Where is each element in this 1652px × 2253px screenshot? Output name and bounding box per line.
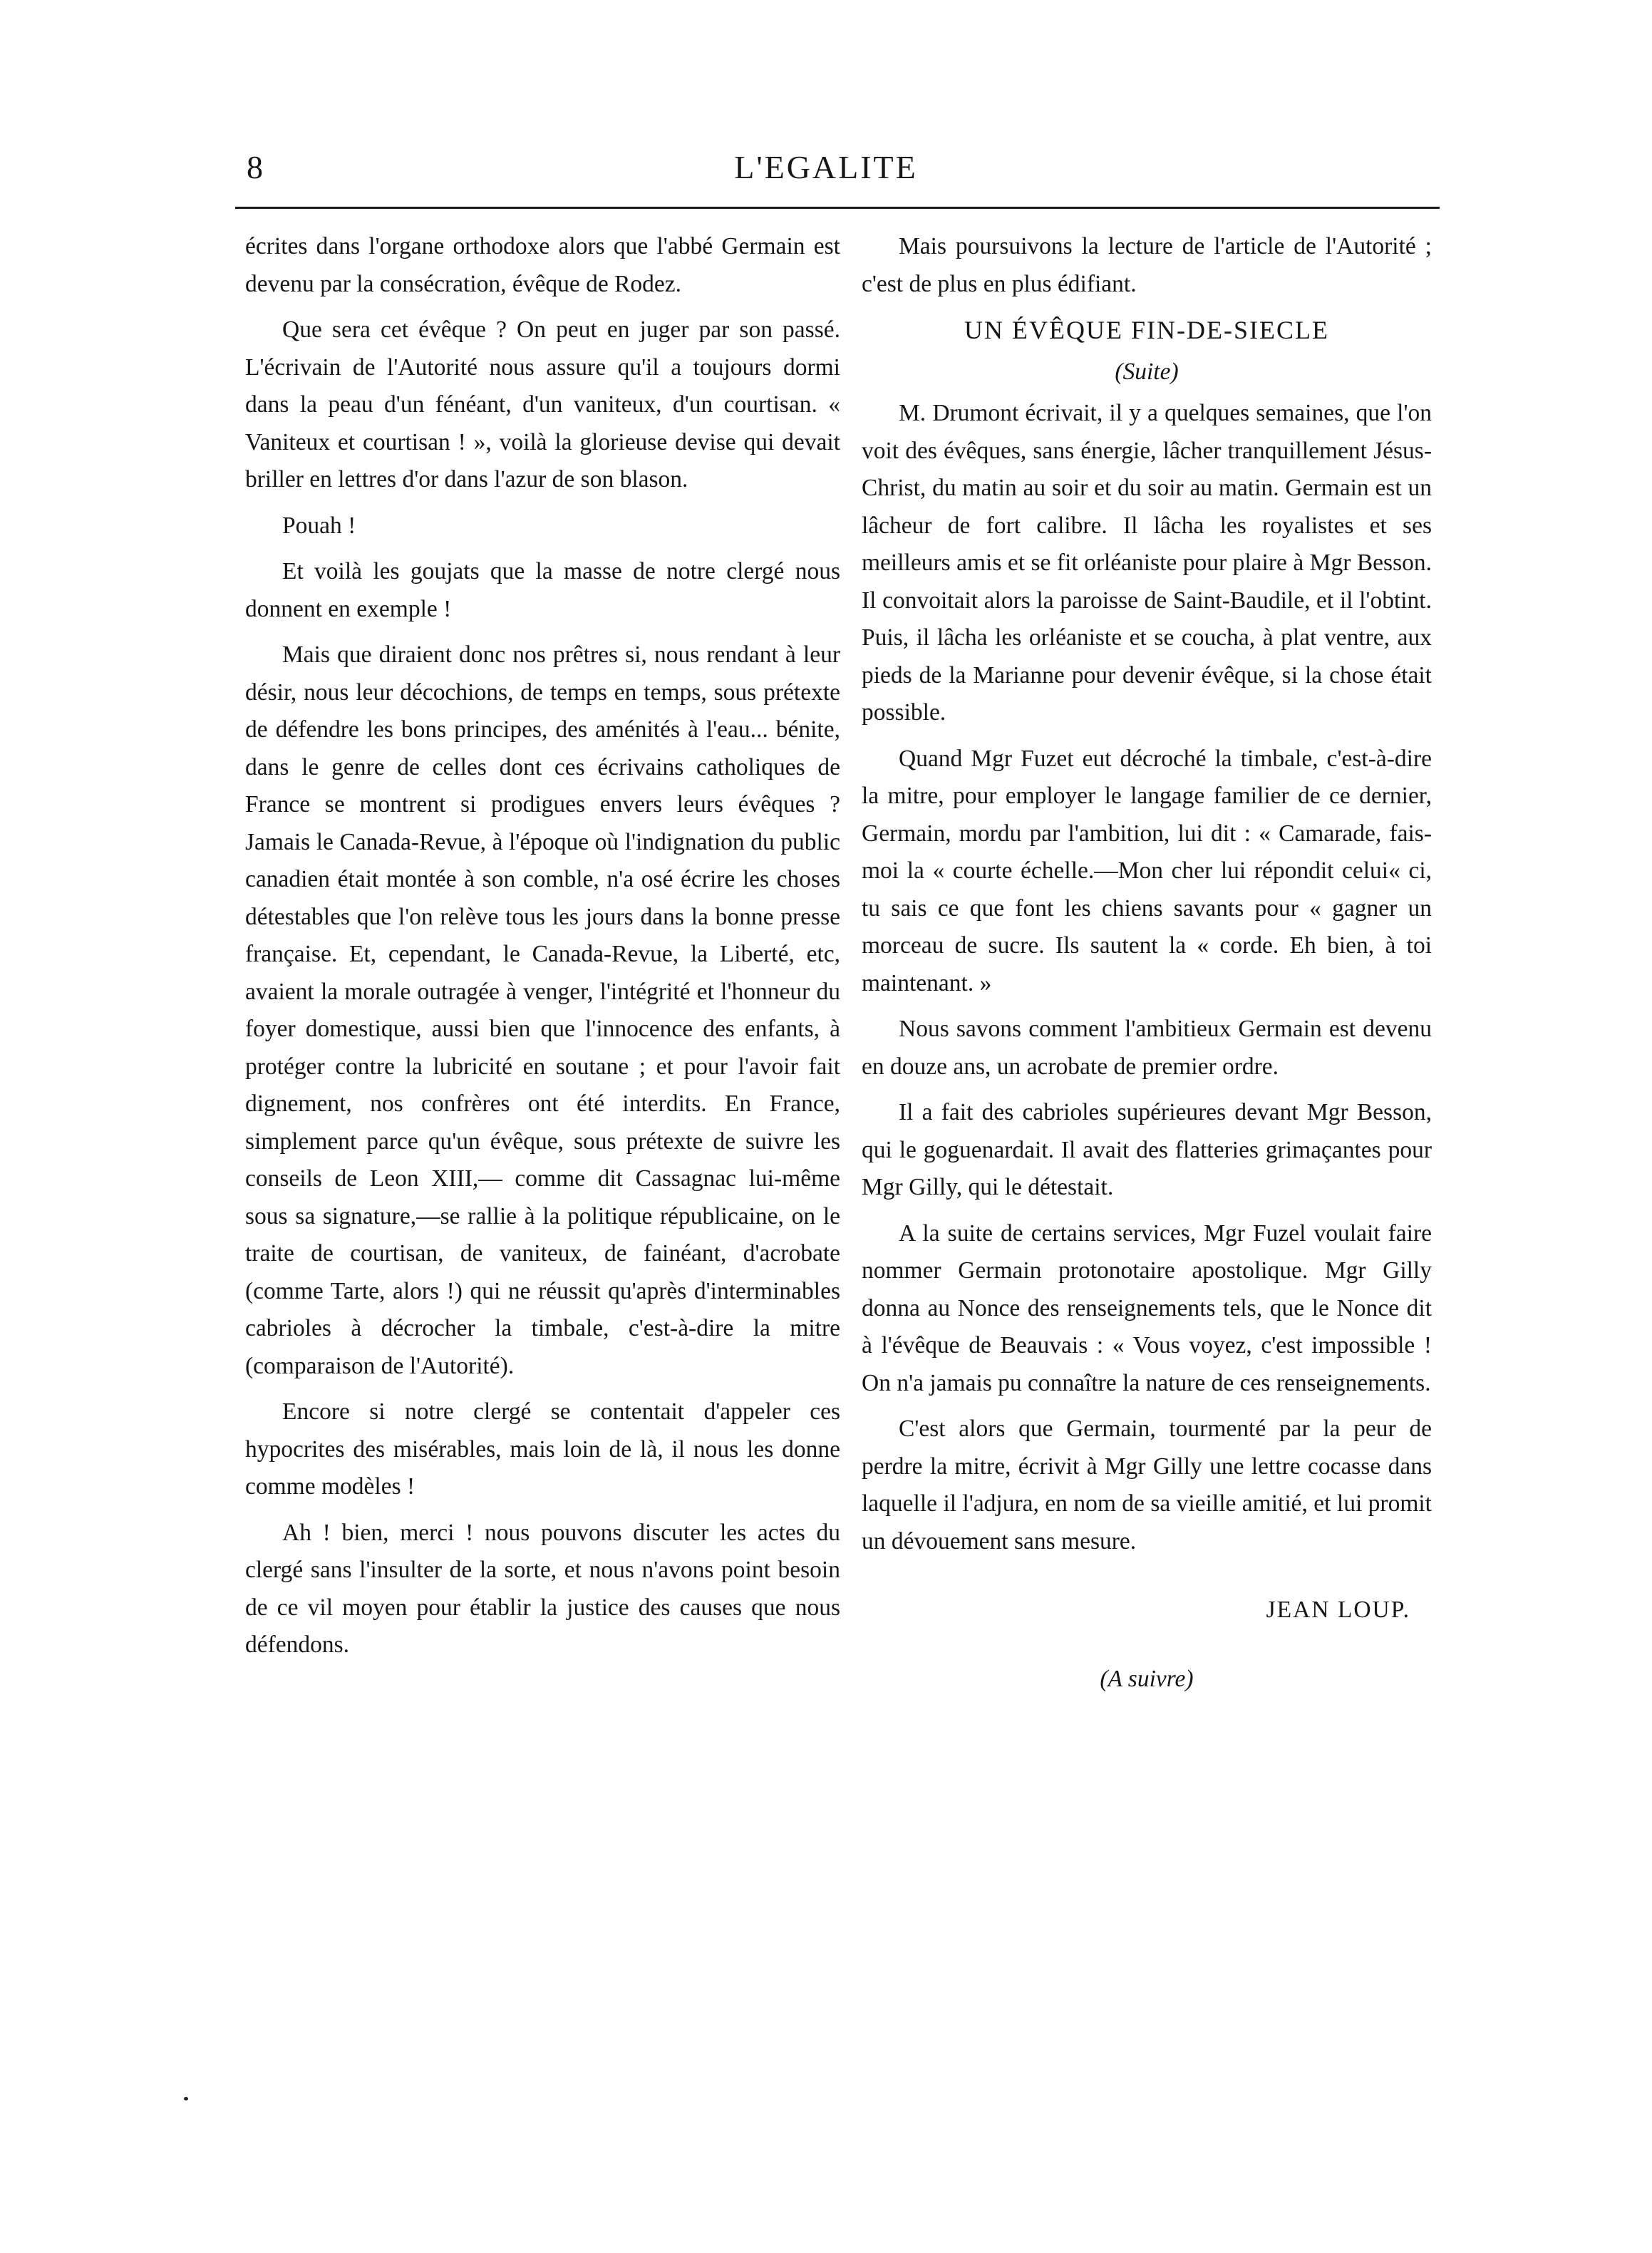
article-heading: UN ÉVÊQUE FIN-DE-SIECLE [964, 316, 1329, 344]
intro-paragraph: Mais poursuivons la lecture de l'article de l'Autorité ; c'est de plus en plus édifiant. [862, 233, 1432, 297]
print-speck [184, 2097, 188, 2100]
paragraph: Encore si notre clergé se contentait d'appeler ces hypocrites des misérables, mais loin de là, il nous les donne comme modèles ! [245, 1398, 840, 1500]
paragraph: Et voilà les goujats que la masse de notre clergé nous donnent en exemple ! [245, 558, 840, 622]
continued-note: (A suivre) [1100, 1665, 1194, 1692]
page-number: 8 [247, 149, 263, 185]
paragraph: Il a fait des cabrioles supérieures devant Mgr Besson, qui le goguenardait. Il avait des flatteries grimaçantes pour Mgr Gilly, qui le détestait. [862, 1099, 1432, 1200]
newspaper-title: L'EGALITE [734, 149, 918, 185]
left-column [245, 228, 840, 1673]
author-signature: JEAN LOUP. [1266, 1597, 1410, 1623]
paragraph: M. Drumont écrivait, il y a quelques semaines, que l'on voit des évêques, sans énergie, lâcher tranquillement Jésus-Christ, du matin au soir et du soir au matin. Germain est un lâcheur de fort calibre. Il lâcha les royalistes et ses meilleurs amis et se fit orléaniste pour plaire à Mgr Besson. Il convoitait alors la paroisse de Saint-Baudile, et il l'obtint. Puis, il lâcha les orléaniste et se coucha, à plat ventre, aux pieds de la Marianne pour devenir évêque, si la chose était possible. [862, 400, 1432, 726]
paragraph: Ah ! bien, merci ! nous pouvons discuter les actes du clergé sans l'insulter de la sorte, et nous n'avons point besoin de ce vil moyen pour établir la justice des causes que nous défendons. [245, 1519, 840, 1658]
paragraph: Mais que diraient donc nos prêtres si, nous rendant à leur désir, nous leur décochions, de temps en temps, sous prétexte de défendre les bons principes, des aménités à l'eau... bénite, dans le genre de celles dont ces écrivains catholiques de France se montrent si prodigues envers leurs évêques ? Jamais le Canada-Revue, à l'époque où l'indignation du public canadien était montée à son comble, n'a osé écrire les choses détestables que l'on relève tous les jours dans la bonne presse française. Et, cependant, le Canada-Revue, la Liberté, etc, avaient la morale outragée à venger, l'intégrité et l'honneur du foyer domestique, aussi bien que l'innocence des enfants, à protéger contre la lubricité en soutane ; et pour l'avoir fait dignement, nos confrères ont été interdits. En France, simplement parce qu'un évêque, sous prétexte de suivre les conseils de Leon XIII,— comme dit Cassagnac lui-même sous sa signature,—se rallie à la politique républicaine, on le traite de courtisan, de vaniteux, de fainéant, d'acrobate (comme Tarte, alors !) qui ne réussit qu'après d'interminables cabrioles à décrocher la timbale, c'est-à-dire la mitre (comparaison de l'Autorité). [245, 641, 840, 1379]
header-rule [235, 207, 1440, 209]
paragraph: Que sera cet évêque ? On peut en juger par son passé. L'écrivain de l'Autorité nous assure qu'il a toujours dormi dans la peau d'un fénéant, d'un vaniteux, d'un courtisan. « Vaniteux et courtisan ! », voilà la glorieuse devise qui devait briller en lettres d'or dans l'azur de son blason. [245, 316, 840, 493]
paragraph: A la suite de certains services, Mgr Fuzel voulait faire nommer Germain protonotaire apostolique. Mgr Gilly donna au Nonce des renseignements tels, que le Nonce dit à l'évêque de Beauvais : « Vous voyez, c'est impossible ! On n'a jamais pu connaître la nature de ces renseignements. [862, 1220, 1432, 1396]
paragraph: Quand Mgr Fuzet eut décroché la timbale, c'est-à-dire la mitre, pour employer le langage familier de ce dernier, Germain, mordu par l'ambition, lui dit : « Camarade, fais-moi la « courte échelle.—Mon cher lui répondit celui« ci, tu sais ce que font les chiens savants pour « gagner un morceau de sucre. Ils sautent la « corde. Eh bien, à toi maintenant. » [862, 745, 1432, 996]
paragraph: Pouah ! [282, 512, 356, 539]
paragraph: écrites dans l'organe orthodoxe alors que l'abbé Germain est devenu par la consécration, évêque de Rodez. [245, 233, 840, 297]
paragraph: Nous savons comment l'ambitieux Germain est devenu en douze ans, un acrobate de premier ordre. [862, 1016, 1432, 1080]
right-column [862, 228, 1432, 1698]
article-subheading: (Suite) [1115, 358, 1179, 385]
paragraph: C'est alors que Germain, tourmenté par la peur de perdre la mitre, écrivit à Mgr Gilly une lettre cocasse dans laquelle il l'adjura, en nom de sa vieille amitié, et lui promit un dévouement sans mesure. [862, 1416, 1432, 1555]
